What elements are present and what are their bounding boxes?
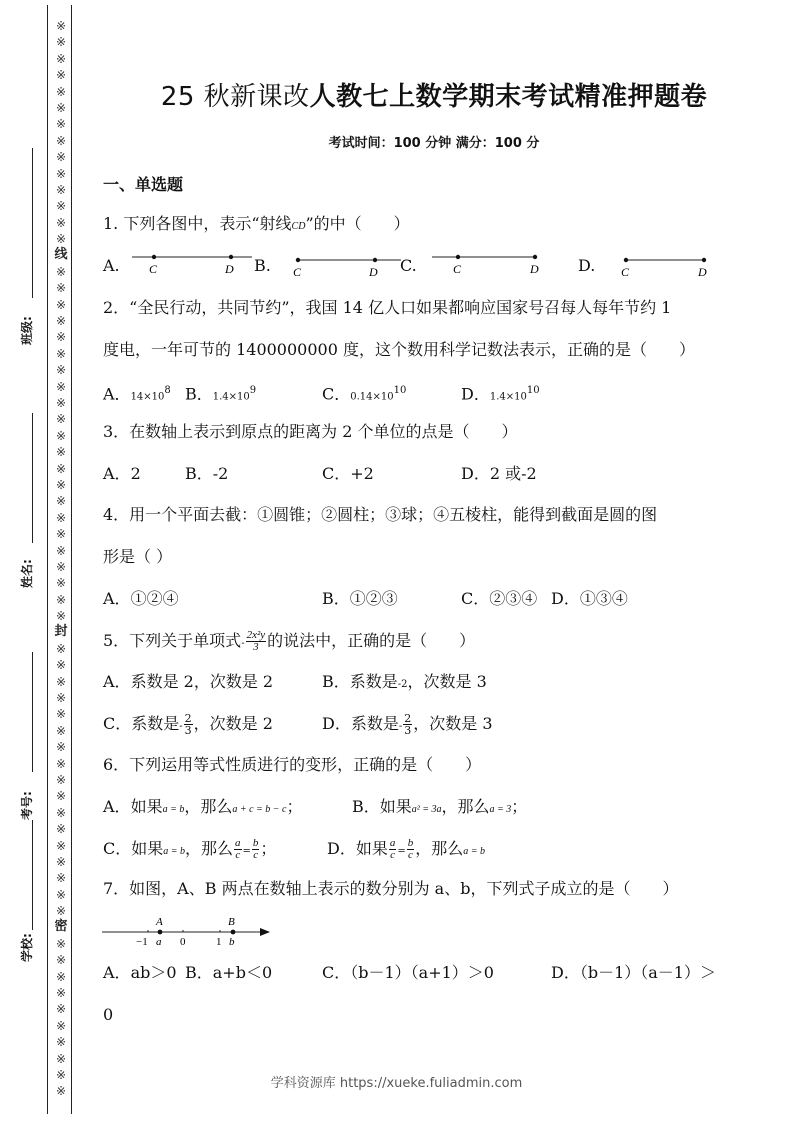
reference-mark-icon: ※: [55, 412, 67, 427]
q5-option-d[interactable]: D．系数是- $\frac{2}{3}$ ，次数是 3: [322, 712, 493, 737]
svg-text:A: A: [156, 916, 163, 928]
q7-option-d-wrap: 0: [103, 1005, 114, 1024]
svg-text:C: C: [621, 265, 630, 279]
q1-option-b-ray-diagram: [290, 254, 405, 280]
q3-option-a[interactable]: A．2: [103, 464, 141, 483]
reference-mark-icon: ※: [55, 477, 67, 492]
question-2-stem-line-1: 2．“全民行动，共同节约”，我国 14 亿人口如果都响应国家号召每人每年节约 1: [103, 298, 672, 317]
reference-mark-icon: ※: [55, 199, 67, 214]
svg-text:a: a: [156, 936, 162, 948]
reference-mark-icon: ※: [55, 264, 67, 279]
title-main: 人教七上数学期末考试精准押题卷: [309, 82, 708, 112]
reference-mark-icon: ※: [55, 936, 67, 951]
reference-mark-icon: ※: [55, 723, 67, 738]
q1-option-c-ray-diagram: [430, 252, 545, 278]
q5-option-b[interactable]: B．系数是-2，次数是 3: [322, 672, 487, 691]
q3-option-b[interactable]: B．-2: [185, 464, 229, 483]
reference-mark-icon: ※: [55, 379, 67, 394]
q1-option-b-label[interactable]: B.: [254, 256, 271, 275]
q2-option-b[interactable]: B．$1.4\times 10^9$: [185, 384, 257, 404]
question-7-stem: 7．如图，A、B 两点在数轴上表示的数分别为 a、b，下列式子成立的是（ ）: [103, 879, 679, 898]
reference-mark-icon: ※: [55, 805, 67, 820]
reference-mark-icon: ※: [55, 559, 67, 574]
title-prefix: 25 秋新课改: [160, 82, 310, 112]
seal-char: 线: [54, 247, 68, 263]
monomial-fraction: $\frac{\text{2x²y}}{3}$: [246, 629, 266, 653]
reference-mark-icon: ※: [55, 707, 67, 722]
q2-option-c[interactable]: C．$0.14\times 10^{10}$: [322, 384, 407, 404]
q2-option-a[interactable]: A．$14\times 10^8$: [103, 384, 171, 404]
reference-mark-icon: ※: [55, 166, 67, 181]
seal-char: 封: [54, 624, 68, 640]
svg-text:C: C: [293, 265, 302, 279]
reference-mark-icon: ※: [55, 428, 67, 443]
number-line-diagram: [100, 912, 275, 950]
reference-mark-icon: ※: [55, 35, 67, 50]
q1-option-a-line-diagram: [130, 252, 255, 278]
svg-text:C: C: [149, 262, 158, 276]
reference-mark-icon: ※: [55, 330, 67, 345]
reference-mark-icon: ※: [55, 51, 67, 66]
q2-option-d[interactable]: D．$1.4\times 10^{10}$: [461, 384, 540, 404]
reference-mark-icon: ※: [55, 510, 67, 525]
q6-option-d[interactable]: D．如果 $\frac{a}{c}$ = $\frac{b}{c}$ ，那么a = b: [327, 837, 486, 861]
svg-text:D: D: [530, 262, 539, 276]
reference-mark-icon: ※: [55, 281, 67, 296]
reference-mark-icon: ※: [55, 182, 67, 197]
svg-text:0: 0: [180, 936, 186, 948]
q7-option-c[interactable]: C．（b－1）（a+1）＞0: [322, 963, 494, 982]
question-2-stem-line-2: 度电，一年可节的 1400000000 度，这个数用科学记数法表示，正确的是（ ）: [103, 340, 695, 359]
reference-mark-icon: ※: [55, 363, 67, 378]
seal-char: 密: [54, 919, 68, 935]
reference-mark-icon: ※: [55, 658, 67, 673]
svg-text:B: B: [228, 916, 235, 928]
question-1-stem: 1. 下列各图中，表示“射线CD”的中（ ）: [103, 214, 410, 233]
exam-no-field-label: 考号:: [20, 791, 34, 820]
reference-mark-icon: ※: [55, 609, 67, 624]
q7-option-b[interactable]: B．a+b＜0: [185, 963, 273, 982]
question-4-stem-line-1: 4．用一个平面去截：①圆锥；②圆柱；③球；④五棱柱，能得到截面是圆的图: [103, 505, 658, 524]
class-field-rule: [32, 148, 33, 298]
question-4-stem-line-2: 形是（ ）: [103, 547, 173, 566]
svg-text:D: D: [225, 262, 234, 276]
school-field-label: 学校:: [20, 933, 34, 962]
question-5-stem: 5．下列关于单项式- $\frac{\text{2x²y}}{3}$ 的说法中，正确的是（ ）: [103, 629, 476, 653]
reference-mark-icon: ※: [55, 232, 67, 247]
q1-option-d-segment-diagram: [618, 254, 718, 280]
reference-mark-icon: ※: [55, 1035, 67, 1050]
reference-mark-icon: ※: [55, 150, 67, 165]
svg-text:−1: −1: [136, 936, 148, 948]
reference-mark-icon: ※: [55, 297, 67, 312]
reference-mark-icon: ※: [55, 133, 67, 148]
name-field-rule-2: [32, 652, 33, 772]
reference-mark-icon: ※: [55, 740, 67, 755]
q5-option-a[interactable]: A．系数是 2，次数是 2: [103, 672, 274, 691]
reference-mark-icon: ※: [55, 822, 67, 837]
q4-option-b[interactable]: B．①②③: [322, 589, 398, 608]
reference-mark-icon: ※: [55, 756, 67, 771]
reference-mark-icon: ※: [55, 789, 67, 804]
reference-mark-icon: ※: [55, 1002, 67, 1017]
svg-text:D: D: [369, 265, 378, 279]
reference-mark-icon: ※: [55, 543, 67, 558]
q5-option-c[interactable]: C．系数是- $\frac{2}{3}$ ，次数是 2: [103, 712, 273, 737]
reference-mark-icon: ※: [55, 576, 67, 591]
reference-mark-icon: ※: [55, 1068, 67, 1082]
q4-option-c[interactable]: C．②③④: [461, 589, 538, 608]
question-6-stem: 6．下列运用等式性质进行的变形，正确的是（ ）: [103, 755, 482, 774]
svg-text:C: C: [453, 262, 462, 276]
q7-option-a[interactable]: A．ab＞0: [103, 963, 177, 982]
reference-mark-icon: ※: [55, 84, 67, 99]
reference-mark-icon: ※: [55, 314, 67, 329]
exam-no-field-rule: [32, 820, 33, 930]
reference-mark-icon: ※: [55, 494, 67, 509]
q4-option-d[interactable]: D．①③④: [551, 589, 628, 608]
reference-mark-icon: ※: [55, 527, 67, 542]
reference-mark-icon: ※: [55, 445, 67, 460]
q7-option-d[interactable]: D．（b－1）（a－1）＞: [551, 963, 716, 982]
reference-mark-icon: ※: [55, 1084, 67, 1099]
footer-watermark: 学科资源库 https://xueke.fuliadmin.com: [270, 1076, 523, 1091]
reference-mark-icon: ※: [55, 887, 67, 902]
svg-text:D: D: [698, 265, 707, 279]
reference-mark-icon: ※: [55, 904, 67, 919]
reference-mark-icon: ※: [55, 1018, 67, 1033]
reference-mark-icon: ※: [55, 838, 67, 853]
exam-info: 考试时间：100 分钟 满分：100 分: [328, 136, 540, 151]
binding-line-inner: [71, 5, 72, 1114]
name-field-label: 姓名:: [20, 559, 34, 588]
section-heading: 一、单选题: [103, 175, 184, 194]
question-3-stem: 3．在数轴上表示到原点的距离为 2 个单位的点是（ ）: [103, 422, 518, 441]
reference-mark-icon: ※: [55, 346, 67, 361]
reference-mark-icon: ※: [55, 953, 67, 968]
reference-mark-icon: ※: [55, 19, 67, 33]
reference-mark-icon: ※: [55, 871, 67, 886]
reference-mark-icon: ※: [55, 215, 67, 230]
svg-text:b: b: [229, 936, 235, 948]
reference-mark-icon: ※: [55, 772, 67, 787]
reference-mark-icon: ※: [55, 100, 67, 115]
binding-line-outer: [47, 5, 48, 1114]
q6-option-c[interactable]: C．如果a = b，那么 $\frac{a}{c}$ = $\frac{b}{c}$ ；: [103, 837, 277, 861]
svg-text:1: 1: [216, 936, 222, 948]
reference-mark-icon: ※: [55, 461, 67, 476]
reference-mark-icon: ※: [55, 395, 67, 410]
reference-mark-icon: ※: [55, 592, 67, 607]
q6-option-b[interactable]: B．如果a² = 3a，那么a = 3；: [352, 797, 528, 816]
q3-option-d[interactable]: D．2 或-2: [461, 464, 537, 483]
q6-option-a[interactable]: A．如果a = b，那么a + c = b − c；: [103, 797, 303, 816]
reference-mark-icon: ※: [55, 691, 67, 706]
reference-mark-icon: ※: [55, 674, 67, 689]
q3-option-c[interactable]: C．+2: [322, 464, 374, 483]
page-title: [0, 76, 793, 113]
q1-option-c-label[interactable]: C.: [400, 256, 417, 275]
class-field-label: 班级:: [20, 316, 34, 345]
reference-mark-icon: ※: [55, 68, 67, 83]
seal-line-column: [53, 18, 69, 1113]
q4-option-a[interactable]: A．①②④: [103, 589, 179, 608]
reference-mark-icon: ※: [55, 986, 67, 1001]
name-field-rule: [32, 413, 33, 543]
q1-option-a-label[interactable]: A.: [103, 256, 120, 275]
reference-mark-icon: ※: [55, 969, 67, 984]
reference-mark-icon: ※: [55, 117, 67, 132]
reference-mark-icon: ※: [55, 1051, 67, 1066]
reference-mark-icon: ※: [55, 641, 67, 656]
reference-mark-icon: ※: [55, 854, 67, 869]
q1-option-d-label[interactable]: D.: [578, 256, 596, 275]
